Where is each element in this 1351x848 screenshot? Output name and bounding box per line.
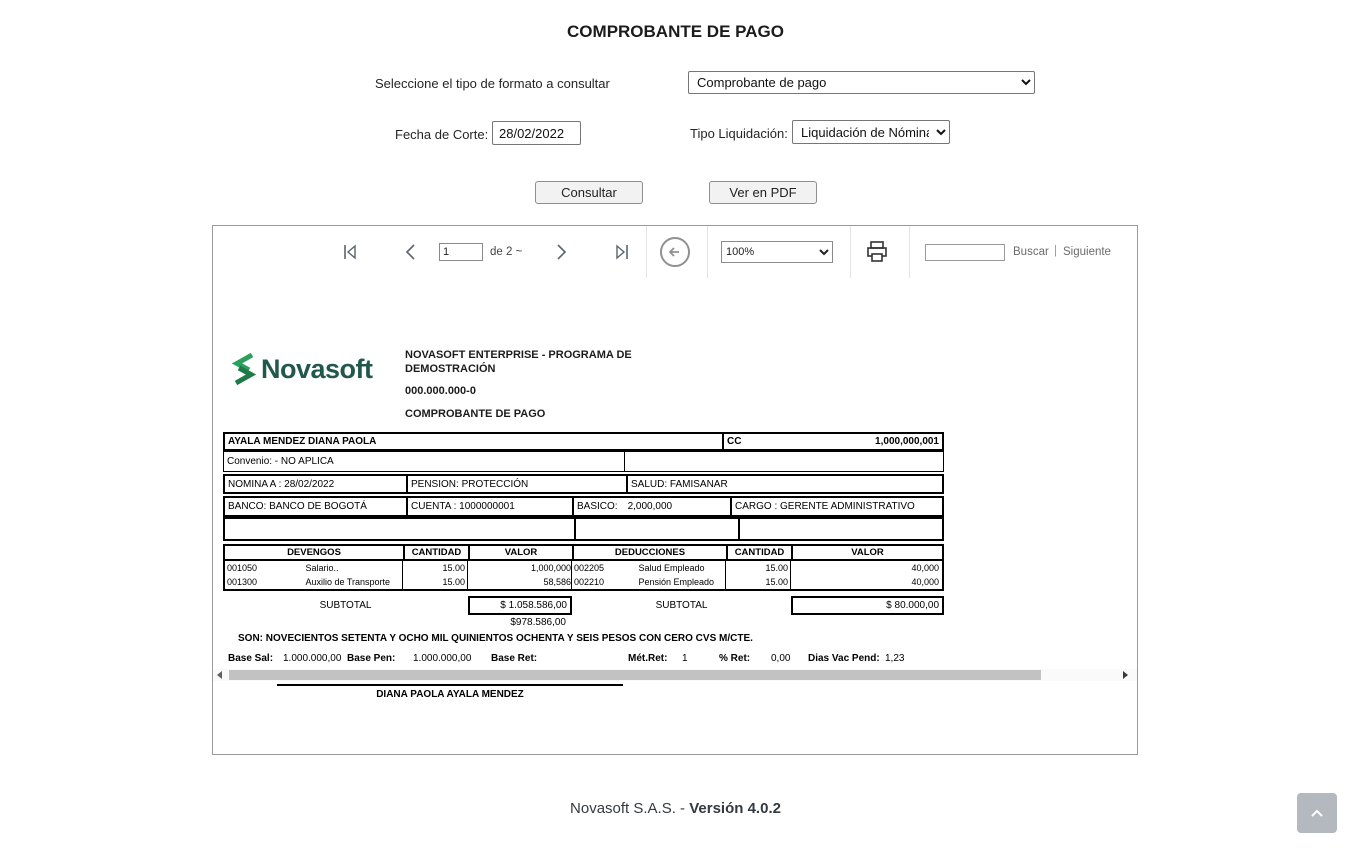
devengo-desc: Salario..: [305, 563, 339, 573]
format-label: Seleccione el tipo de formato a consultar: [375, 76, 610, 91]
employee-id-cell: [722, 434, 942, 449]
header-valor-deducciones: VALOR: [851, 547, 884, 558]
header-valor-devengos: VALOR: [470, 546, 574, 559]
ver-en-pdf-button[interactable]: Ver en PDF: [709, 181, 817, 204]
base-pen-label: Base Pen:: [347, 653, 396, 664]
deduccion-desc: Salud Empleado: [638, 563, 705, 573]
toolbar-divider: [646, 226, 647, 278]
amount-in-words: SON: NOVECIENTOS SETENTA Y OCHO MIL QUINIENTOS OCHENTA Y SEIS PESOS CON CERO CVS M/CTE.: [238, 633, 753, 644]
met-ret-label: Mét.Ret:: [628, 653, 668, 664]
nomina-cell: NOMINA A : 28/02/2022: [228, 478, 335, 490]
bases-row: [223, 653, 944, 667]
convenio-cell: Convenio: - NO APLICA: [224, 452, 625, 471]
tipo-liquidacion-label: Tipo Liquidación:: [690, 126, 788, 141]
report-viewer: [212, 225, 1138, 755]
devengo-concept: [225, 575, 403, 589]
company-name: NOVASOFT ENTERPRISE - PROGRAMA DE DEMOSTRACIÓN: [405, 349, 632, 375]
header-cantidad-devengos: CANTIDAD: [405, 546, 470, 559]
salud-cell: SALUD: FAMISANAR: [626, 476, 942, 492]
deduccion-concept: [572, 575, 726, 589]
report-toolbar: [213, 226, 1137, 279]
grid-body: [223, 561, 944, 591]
deduccion-desc: Pensión Empleado: [638, 577, 715, 587]
novasoft-logo-icon: [231, 352, 257, 386]
toolbar-divider: [909, 226, 910, 278]
employee-row: [223, 432, 944, 451]
cuenta-cell: CUENTA : 1000000001: [406, 498, 572, 515]
deduccion-code: 002210: [574, 577, 605, 587]
toolbar-divider: [850, 226, 851, 278]
next-page-icon[interactable]: [553, 243, 569, 261]
dias-vac-pend-value: 1,23: [885, 653, 905, 664]
grid-header-row: [223, 544, 944, 561]
company-nit: 000.000.000-0: [405, 385, 476, 397]
first-page-icon[interactable]: [341, 243, 359, 261]
header-cantidad-deducciones: CANTIDAD: [728, 546, 793, 559]
scroll-right-icon[interactable]: [1123, 671, 1128, 679]
empty-row: [223, 517, 944, 541]
bank-row: [223, 496, 944, 517]
search-input[interactable]: [925, 244, 1005, 261]
novasoft-logo-text: Novasoft: [261, 353, 373, 384]
pension-cell: PENSION: PROTECCIÓN: [406, 476, 626, 492]
buscar-link[interactable]: Buscar: [1013, 246, 1049, 258]
consultar-button[interactable]: Consultar: [535, 181, 643, 204]
header-devengos: DEVENGOS: [225, 546, 405, 559]
net-pay-value: $978.586,00: [510, 617, 566, 628]
devengo-qty: 15.00: [403, 561, 468, 575]
back-to-parent-icon[interactable]: [660, 237, 690, 267]
met-ret-value: 1: [682, 653, 688, 664]
table-row: [225, 561, 942, 575]
subtotal-devengos-value: $ 1.058.586,00: [468, 596, 572, 615]
deduccion-value: 40,000: [911, 577, 939, 587]
format-select[interactable]: [688, 71, 1035, 94]
basico-value: 2,000,000: [627, 501, 673, 512]
scroll-left-icon[interactable]: [217, 671, 222, 679]
cargo-cell: CARGO : GERENTE ADMINISTRATIVO: [730, 498, 942, 515]
base-pen-value: 1.000.000,00: [413, 653, 472, 664]
scroll-to-top-button[interactable]: [1297, 793, 1337, 833]
employee-name: AYALA MENDEZ DIANA PAOLA: [228, 436, 377, 447]
table-row: [225, 575, 942, 589]
zoom-select[interactable]: [721, 241, 833, 263]
subtotal-deducciones-value: $ 80.000,00: [791, 596, 944, 615]
deduccion-qty: 15.00: [726, 575, 791, 589]
report-page: [213, 278, 1137, 700]
empty-cell: [738, 519, 942, 539]
chevron-up-icon: [1310, 808, 1324, 818]
banco-cell: BANCO: BANCO DE BOGOTÁ: [228, 501, 367, 512]
devengo-desc: Auxilio de Transporte: [305, 577, 391, 587]
id-type-label: CC: [727, 436, 742, 447]
devengo-code: 001050: [227, 563, 258, 573]
signature-name: DIANA PAOLA AYALA MENDEZ: [277, 684, 623, 700]
deduccion-code: 002205: [574, 563, 605, 573]
devengo-concept: [225, 561, 403, 575]
page-number-input[interactable]: [439, 243, 483, 261]
footer-version: Versión 4.0.2: [689, 800, 781, 817]
devengo-value: 1,000,000: [468, 561, 572, 575]
basico-cell: [572, 498, 730, 515]
subtotal-row: [223, 596, 944, 615]
deduccion-qty: 15.00: [726, 561, 791, 575]
link-separator: |: [1054, 245, 1057, 257]
footer: [0, 800, 1351, 817]
devengo-code: 001300: [227, 577, 258, 587]
footer-company: Novasoft S.A.S. -: [570, 800, 690, 817]
fecha-corte-input[interactable]: [492, 121, 581, 145]
page-of-label: de 2 ~: [490, 246, 523, 258]
pct-ret-label: % Ret:: [719, 653, 751, 664]
devengo-qty: 15.00: [403, 575, 468, 589]
tipo-liquidacion-select[interactable]: [792, 120, 950, 144]
print-icon[interactable]: [865, 240, 889, 264]
payroll-voucher-table: [223, 432, 944, 700]
base-sal-label: Base Sal:: [228, 653, 274, 664]
toolbar-divider: [707, 226, 708, 278]
previous-page-icon[interactable]: [403, 243, 419, 261]
fecha-corte-label: Fecha de Corte:: [395, 127, 489, 142]
id-number: 1,000,000,001: [875, 436, 939, 447]
base-ret-label: Base Ret:: [491, 653, 538, 664]
deduccion-value: 40,000: [911, 563, 939, 573]
base-sal-value: 1.000.000,00: [283, 653, 342, 664]
dias-vac-pend-label: Dias Vac Pend:: [808, 653, 880, 664]
deduccion-concept: [572, 561, 726, 575]
subtotal-deducciones-label: SUBTOTAL: [655, 600, 708, 611]
convenio-row: [223, 451, 944, 472]
page-title: COMPROBANTE DE PAGO: [567, 22, 784, 41]
novasoft-logo: [231, 352, 373, 386]
pct-ret-value: 0,00: [771, 653, 791, 664]
report-doc-title: COMPROBANTE DE PAGO: [405, 408, 546, 420]
last-page-icon[interactable]: [613, 243, 631, 261]
horizontal-scrollbar[interactable]: [213, 669, 1137, 681]
convenio-empty-cell: [625, 452, 943, 471]
header-deducciones: DEDUCCIONES: [574, 546, 728, 559]
siguiente-link[interactable]: Siguiente: [1063, 246, 1111, 258]
subtotal-devengos-label: SUBTOTAL: [319, 600, 372, 611]
empty-cell: [574, 519, 738, 539]
devengo-value: 58,586: [468, 575, 572, 589]
scrollbar-thumb[interactable]: [229, 670, 1041, 680]
basico-label: BASICO:: [577, 501, 618, 512]
affiliations-row: [223, 474, 944, 494]
empty-cell: [225, 519, 574, 539]
